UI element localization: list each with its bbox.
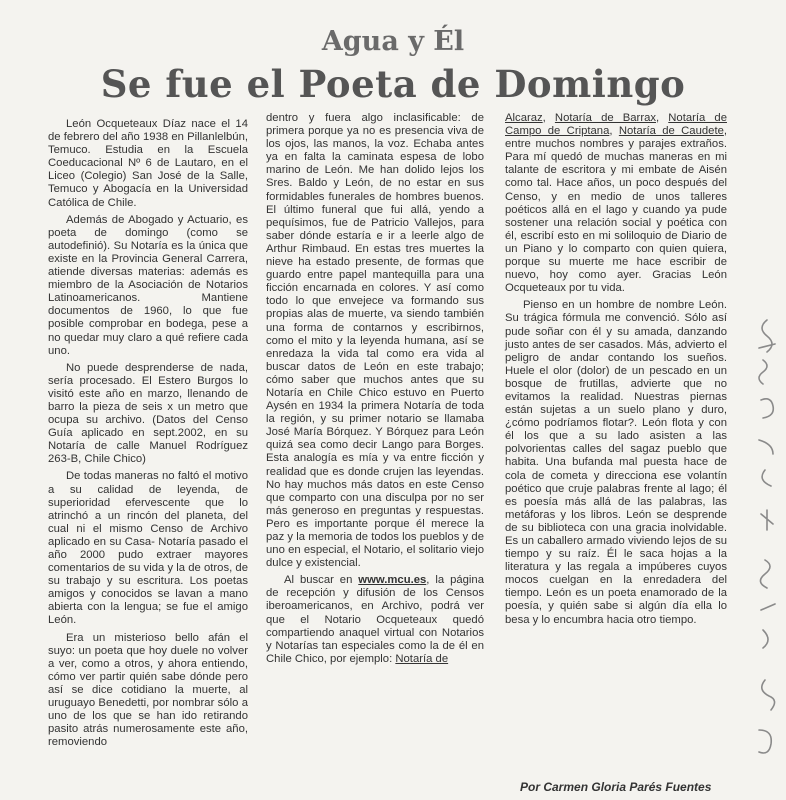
paragraph: dentro y fuera algo inclasificable: de primera porque ya no es presencia viva de los ojos, las manos, la voz. Echaba antes ya en falta la caminata espesa de lobo marino de León. Me han dolido lejos los Sres. Baldo y León, de no estar en sus formidables funerales de hombres buenos. El último funeral que fui allá, yendo a pequísimos, fue de Patricio Vallejos, para saber dónde estaría e ir a leerle algo de Arthur Rimbaud. En estas tres muertes la nieve ha estado presente, de formas que guardo entre papel mantequilla para una ficción encarnada en colores. Y así como todo lo que envejece va formando sus propias alas de muerte, va siendo también una forma de contarnos y escribirnos, como el mito y la leyenda humana, así se enredaza la vida tal como era vida al buscar datos de León en este trabajo; cómo saber que muchos antes que su Notaría en Chile Chico estuvo en Puerto Aysén en 1934 la primera Notaría de toda la región, y su primer notario se llamaba José María Bórquez. Y Bórquez para León quizá sea como decir Lango para Borges. Esta analogía es mía y va entre ficción y realidad que es donde crujen las leyendas. No hay muchos más datos en este Censo que comparto con una disculpa por no ser más generoso en preguntas y respuestas. Pero es importante porque él merece la paz y la memoria de todos los pueblos y de uno en especial, el Notario, el solitario viejo dulce y existencial. (266, 112, 484, 570)
handwritten-annotation (745, 300, 785, 770)
article-headline: Se fue el Poeta de Domingo (100, 62, 686, 106)
website-link[interactable]: www.mcu.es (358, 574, 427, 587)
column-3 (505, 112, 727, 631)
column-2 (266, 112, 484, 670)
paragraph: Era un misterioso bello afán el suyo: un poeta que hoy duele no volver a ver, como a otros, y ahora entiendo, cómo ver partir quién sabe dónde pero así se dice cotidiano la muerte, al uruguayo Benedetti, por nombrar sólo a uno de los que se han ido retirando pasito atrás numerosamente este año, removiendo (48, 631, 248, 749)
paragraph: No puede desprenderse de nada, sería procesado. El Estero Burgos lo visitó este año en marzo, llenando de barro la pieza de seis x un metro que ocupa su archivo. (Datos del Censo Guía aplicado en sept.2002, en su Notaría de calle Manuel Rodríguez 263-B, Chile Chico) (48, 361, 248, 466)
paragraph: Además de Abogado y Actuario, es poeta de domingo (como se autodefinió). Su Notaría es la única que existe en la Provincia General Carrera, atiende diversas materias: además es miembro de la Asociación de Notarios Latinoamericanos. Mantiene documentos de 1960, lo que fue posible comprobar en bodega, pese a no quedar muy claro a qué refiere cada uno. (48, 213, 248, 357)
paragraph: De todas maneras no faltó el motivo a su calidad de leyenda, de superioridad efervescente que lo atrinchó a un rincón del planeta, del cual ni el mismo Censo de Archivo aplicado en su Casa- Notaría pasado el año 2000 pudo extraer mayores comentarios de su vida y la de otros, de su trabajo y su escritura. Los poetas amigos y conocidos se lavan a mano abierta con la lengua; se fue el amigo León. (48, 470, 248, 627)
text: , la página de recepción y difusión de los Censos iberoamericanos, en Archivo, podrá ver que el Notario Ocqueteaux quedó compartiendo anaquel virtual con Notarios y Notarías tan especiales como la de él en Chile Chico, por ejemplo: (266, 574, 484, 665)
notary-link[interactable]: Alcaraz (505, 112, 543, 124)
paragraph: León Ocqueteaux Díaz nace el 14 de febrero del año 1938 en Pillanlelbún, Temuco. Estudia en la Escuela Coeducacional Nº 6 de Lautaro, en el Liceo (Colegio) San José de la Salle, Temuco y Abogacía en la Universidad Católica de Chile. (48, 118, 248, 209)
paragraph (266, 574, 484, 666)
text: entre muchos nombres y parajes extraños. Para mí quedó de muchas maneras en mi talante de escritora y mi embate de Aisén como tal. Hace años, un poco después del Censo, y en medio de unos talleres poéticos allá en el lago y cuando ya pude sostener una relación social y poética con él, escribí esto en mi soliloquio de Diario de un Piano y lo comparto con quien quiera, porque su muerte me hace escribir de nuevo, hoy como ayer. Gracias León Ocqueteaux por tu vida. (505, 138, 727, 295)
notary-link[interactable]: Notaría de Campo de Criptana (505, 112, 727, 138)
article-kicker: Agua y Él (321, 26, 465, 57)
handwriting-scribble-icon (745, 300, 785, 770)
notary-link[interactable]: Notaría de Barrax (554, 112, 657, 124)
paragraph: Pienso en un hombre de nombre León. Su trágica fórmula me convenció. Sólo así pude soñar con él y su amada, danzando justo antes de ser casados. Más, advierto el peligro de andar contando los sueños. Huele el olor (dolor) de un pescado en un bosque de frutillas, advierte que no evitamos la realidad. Nuestras piernas están sujetas a un suelo plano y duro, ¿cómo podríamos flotar?. León flota y con él los que a su lado asisten a las polvorientas calles del sagaz pueblo que habita. Una bufanda mal puesta hace de cola de cometa y direcciona ese volantín poético que cruje palabras frente al lago; él es poesía más allá de las palabras, las metáforas y los libros. León se desprende de su biblioteca con una gracia inolvidable. Es un caballero armado viviendo lejos de su tiempo y su raíz. Él le saca hojas a la literatura y las regala a impúberes cuyos mocos cuelgan en la enredadera del tiempo. León es un poeta enamorado de la poesía, y quién sabe si algún día ella lo besa y lo encumbra hacia otro tiempo. (505, 299, 727, 626)
notary-link[interactable]: Notaría de Caudete (618, 125, 724, 138)
paragraph: Alcaraz, Notaría de Barrax, Notaría de Campo de Criptana, Notaría de Caudete, entre muchos nombres y parajes extraños. Para mí quedó de muchas maneras en mi talante de escritora y mi embate de Aisén como tal. Hace años, un poco después del Censo, y en medio de unos talleres poéticos allá en el lago y cuando ya pude sostener una relación social y poética con él, escribí esto en mi soliloquio de Diario de un Piano y lo comparto con quien quiera, porque su muerte me hace escribir de nuevo, hoy como ayer. Gracias León Ocqueteaux por tu vida. (505, 112, 727, 295)
column-1 (48, 118, 248, 753)
notary-link[interactable]: Notaría de (395, 652, 449, 665)
byline: Por Carmen Gloria Parés Fuentes (520, 780, 712, 794)
text: Al buscar en (284, 574, 353, 587)
